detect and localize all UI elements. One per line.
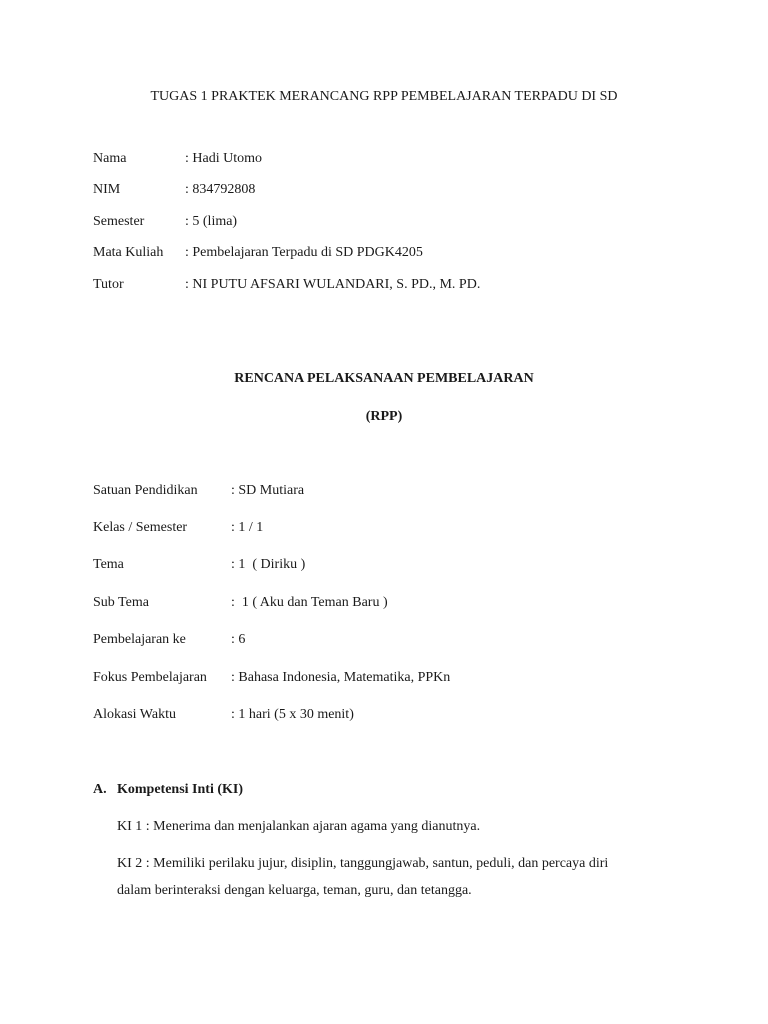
identity-label-mata-kuliah: Mata Kuliah	[93, 245, 164, 260]
rpp-label-tema: Tema	[93, 557, 124, 572]
identity-value-semester: : 5 (lima)	[185, 214, 238, 229]
rpp-label-kelas-semester: Kelas / Semester	[93, 520, 188, 535]
rpp-value-alokasi-waktu: : 1 hari (5 x 30 menit)	[231, 707, 354, 722]
identity-label-tutor: Tutor	[93, 277, 124, 292]
rpp-value-kelas-semester: : 1 / 1	[231, 520, 264, 535]
rpp-label-alokasi-waktu: Alokasi Waktu	[93, 707, 176, 722]
rpp-label-satuan-pendidikan: Satuan Pendidikan	[93, 483, 198, 498]
rpp-label-sub-tema: Sub Tema	[93, 595, 149, 610]
ki2-text-line1: KI 2 : Memiliki perilaku jujur, disiplin, tanggungjawab, santun, peduli, dan percaya diri	[117, 856, 609, 871]
rpp-value-fokus-pembelajaran: : Bahasa Indonesia, Matematika, PPKn	[231, 670, 451, 685]
rpp-value-tema: : 1 ( Diriku )	[231, 557, 306, 572]
identity-value-tutor: : NI PUTU AFSARI WULANDARI, S. PD., M. PD.	[185, 277, 481, 292]
rpp-label-fokus-pembelajaran: Fokus Pembelajaran	[93, 670, 207, 685]
rpp-title: RENCANA PELAKSANAAN PEMBELAJARAN	[234, 371, 534, 386]
rpp-value-pembelajaran-ke: : 6	[231, 632, 246, 647]
section-a-marker: A.	[93, 782, 107, 797]
document-title: TUGAS 1 PRAKTEK MERANCANG RPP PEMBELAJARAN TERPADU DI SD	[150, 89, 618, 104]
rpp-label-pembelajaran-ke: Pembelajaran ke	[93, 632, 186, 647]
ki2-text-line2: dalam berinteraksi dengan keluarga, teman, guru, dan tetangga.	[117, 883, 472, 898]
rpp-value-satuan-pendidikan: : SD Mutiara	[231, 483, 305, 498]
identity-label-nama: Nama	[93, 151, 127, 166]
ki1-text: KI 1 : Menerima dan menjalankan ajaran agama yang dianutnya.	[117, 819, 481, 834]
rpp-value-sub-tema: : 1 ( Aku dan Teman Baru )	[231, 595, 388, 610]
identity-value-nim: : 834792808	[185, 182, 256, 197]
identity-value-nama: : Hadi Utomo	[185, 151, 262, 166]
identity-label-nim: NIM	[93, 182, 121, 197]
section-a-heading: Kompetensi Inti (KI)	[117, 782, 243, 797]
rpp-subtitle: (RPP)	[365, 409, 403, 424]
identity-value-mata-kuliah: : Pembelajaran Terpadu di SD PDGK4205	[185, 245, 423, 260]
identity-label-semester: Semester	[93, 214, 145, 229]
